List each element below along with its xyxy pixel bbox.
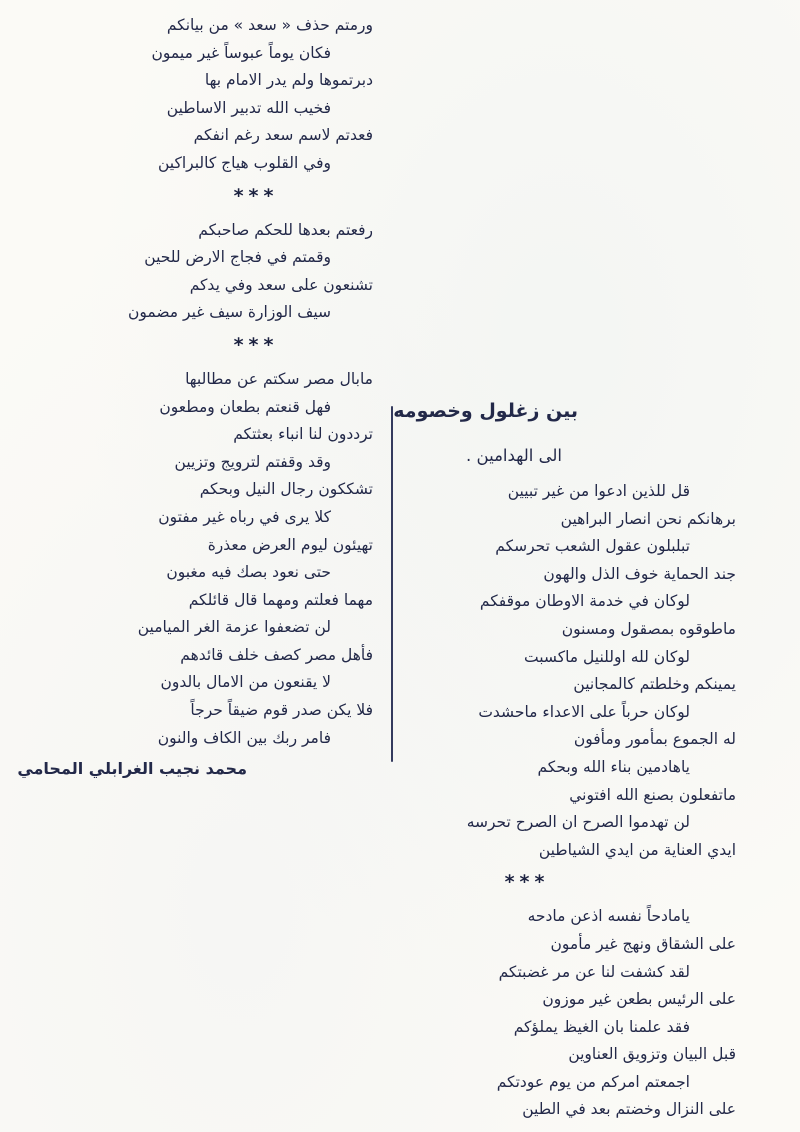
verse-line: على الشقاق ونهج غير مأمون bbox=[550, 934, 736, 953]
verse-line: جند الحماية خوف الذل والهون bbox=[543, 564, 736, 583]
verse-line: قبل البيان وتزويق العناوين bbox=[568, 1045, 736, 1064]
poem-subtitle: الى الهدامين . bbox=[466, 446, 562, 465]
verse-line: ياهادمين بناء الله وبحكم bbox=[537, 757, 690, 776]
verse-line: ورمتم حذف « سعد » من بيانكم bbox=[166, 16, 373, 34]
verse-line: فلا يكن صدر قوم ضيقاً حرجاً bbox=[190, 701, 373, 720]
verse-line: على الرئيس بطعن غير موزون bbox=[542, 990, 736, 1009]
verse-line: وقمتم في فجاج الارض للحين bbox=[144, 248, 331, 267]
verse-line: فعدتم لاسم سعد رغم انفكم bbox=[193, 126, 373, 145]
verse-line: اجمعتم امركم من يوم عودتكم bbox=[496, 1072, 690, 1091]
verse-line: تهيئون ليوم العرض معذرة bbox=[207, 535, 373, 554]
right-poem-column bbox=[393, 396, 746, 1124]
verse-line: تشنعون على سعد وفي يدكم bbox=[189, 275, 373, 294]
verse-line: ماطوقوه بمصقول ومسنون bbox=[561, 619, 736, 638]
verse-line: وقد وقفتم لترويج وتزيين bbox=[174, 452, 331, 471]
verse-line: ترددون لنا انباء بعثتكم bbox=[233, 425, 373, 444]
verse-line: على النزال وخضتم بعد في الطين bbox=[522, 1100, 736, 1119]
verse-line: فكان يوماً عبوساً غير ميمون bbox=[151, 43, 331, 62]
poem-title: بين زغلول وخصومه bbox=[393, 400, 578, 422]
left-poem-column bbox=[17, 12, 377, 782]
verse-line: ايدي العناية من ايدي الشياطين bbox=[538, 840, 736, 859]
verse-line: كلا يرى في رباه غير مفتون bbox=[158, 507, 331, 526]
verse-line: قل للذين ادعوا من غير تبيين bbox=[507, 482, 690, 500]
section-separator: *** bbox=[233, 333, 279, 356]
verse-line: مهما فعلتم ومهما قال قائلكم bbox=[188, 590, 373, 609]
verse-line: تشككون رجال النيل وبحكم bbox=[199, 480, 373, 499]
verse-line: سيف الوزارة سيف غير مضمون bbox=[128, 303, 331, 322]
verse-line: فخيب الله تدبير الاساطين bbox=[166, 98, 331, 117]
verse-line: برهانكم نحن انصار البراهين bbox=[560, 509, 736, 528]
verse-line: تبلبلون عقول الشعب تحرسكم bbox=[495, 537, 690, 556]
verse-line: مابال مصر سكتم عن مطالبها bbox=[185, 369, 373, 388]
verse-line: لن تضعفوا عزمة الغر الميامين bbox=[137, 618, 331, 637]
verse-line: فأهل مصر كصف خلف قائدهم bbox=[180, 645, 373, 664]
verse-line: يامادحاً نفسه اذعن مادحه bbox=[527, 907, 690, 926]
verse-line: حتى نعود بصك فيه مغبون bbox=[166, 563, 331, 582]
verse-line: رفعتم بعدها للحكم صاحبكم bbox=[198, 220, 373, 239]
verse-line: دبرتموها ولم يدر الامام بها bbox=[204, 71, 373, 90]
section-separator: *** bbox=[504, 871, 550, 894]
column-divider bbox=[391, 406, 393, 762]
verse-line: يمينكم وخلطتم كالمجانين bbox=[573, 675, 736, 694]
right-poem-lines bbox=[400, 478, 746, 1124]
verse-line: له الجموع بمأمور ومأفون bbox=[573, 730, 736, 749]
verse-line: وفي القلوب هياج كالبراكين bbox=[158, 153, 331, 172]
section-separator: *** bbox=[233, 184, 279, 207]
verse-line: لوكان لله اوللنيل ماكسبت bbox=[523, 647, 690, 666]
verse-line: لن تهدموا الصرح ان الصرح تحرسه bbox=[466, 813, 690, 832]
verse-line: لوكان حرباً على الاعداء ماحشدت bbox=[478, 702, 690, 721]
verse-line: ماتفعلون بصنع الله افتوني bbox=[569, 785, 736, 804]
author-signature: محمد نجيب الغرابلي المحامي bbox=[17, 759, 247, 779]
verse-line: لا يقنعون من الامال بالدون bbox=[160, 673, 331, 692]
verse-line: فقد علمنا بان الغيظ يملؤكم bbox=[513, 1017, 690, 1036]
verse-line: لقد كشفت لنا عن مر غضبتكم bbox=[498, 962, 690, 981]
verse-line: لوكان في خدمة الاوطان موقفكم bbox=[479, 592, 690, 611]
verse-line: فامر ربك بين الكاف والنون bbox=[157, 728, 331, 747]
verse-line: فهل قنعتم بطعان ومطعون bbox=[159, 397, 331, 416]
